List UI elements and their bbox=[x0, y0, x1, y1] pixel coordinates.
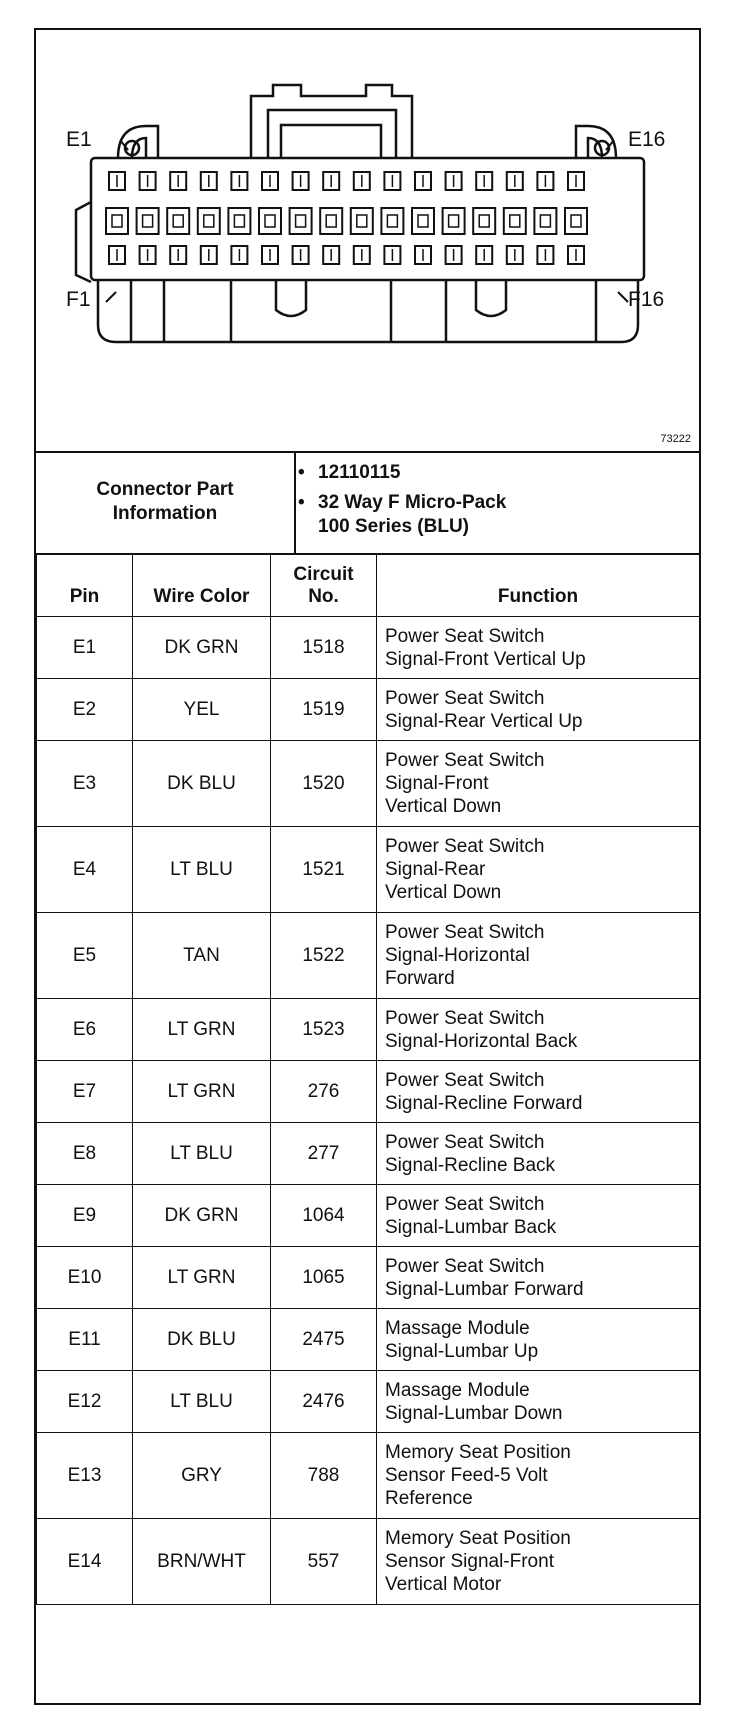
wire-color-cell: DK BLU bbox=[133, 741, 271, 827]
function-line: Power Seat Switch bbox=[385, 687, 545, 709]
table-row bbox=[37, 679, 700, 741]
function-line: Forward bbox=[385, 968, 455, 989]
pin-terminal bbox=[234, 215, 244, 227]
pin-terminal bbox=[296, 215, 306, 227]
pin-cavity bbox=[351, 208, 373, 234]
function-line: Memory Seat Position bbox=[385, 1528, 571, 1549]
pin-terminal bbox=[112, 215, 122, 227]
function-line: Signal-Horizontal bbox=[385, 945, 530, 966]
circuit-cell: 2475 bbox=[271, 1309, 377, 1371]
connector-info-values bbox=[298, 461, 506, 539]
connector-series: 100 Series (BLU) bbox=[318, 516, 470, 537]
wire-color-cell: BRN/WHT bbox=[133, 1519, 271, 1605]
pin-cell: E2 bbox=[37, 679, 133, 741]
pin-cavity bbox=[290, 208, 312, 234]
function-cell bbox=[377, 1519, 700, 1605]
function-line: Signal-Lumbar Forward bbox=[385, 1278, 584, 1300]
wire-color-cell: YEL bbox=[133, 679, 271, 741]
pin-cavities bbox=[106, 172, 587, 264]
pin-cavity bbox=[106, 208, 128, 234]
function-cell bbox=[377, 1309, 700, 1371]
connector-part-info bbox=[36, 451, 699, 555]
table-row bbox=[37, 1123, 700, 1185]
pin-cell: E8 bbox=[37, 1123, 133, 1185]
pin-cavity bbox=[320, 208, 342, 234]
info-bullet bbox=[298, 491, 506, 515]
table-row bbox=[37, 1433, 700, 1519]
function-line: Power Seat Switch bbox=[385, 750, 545, 771]
function-line: Signal-Rear bbox=[385, 859, 486, 880]
pin-terminal bbox=[571, 215, 581, 227]
circuit-cell: 1519 bbox=[271, 679, 377, 741]
pin-terminal bbox=[418, 215, 428, 227]
function-cell bbox=[377, 1247, 700, 1309]
function-line: Vertical Motor bbox=[385, 1574, 502, 1595]
part-number: 12110115 bbox=[318, 462, 401, 483]
table-row bbox=[37, 1371, 700, 1433]
function-line: Signal-Recline Forward bbox=[385, 1092, 583, 1114]
pin-cell: E1 bbox=[37, 617, 133, 679]
wire-color-cell: LT GRN bbox=[133, 1247, 271, 1309]
pin-cavity bbox=[412, 208, 434, 234]
pin-cavity bbox=[473, 208, 495, 234]
function-line: Power Seat Switch bbox=[385, 922, 545, 943]
pin-label-f16: F16 bbox=[628, 288, 665, 311]
pin-terminal bbox=[326, 215, 336, 227]
circuit-cell: 277 bbox=[271, 1123, 377, 1185]
pin-cell: E3 bbox=[37, 741, 133, 827]
pin-cavity bbox=[167, 208, 189, 234]
pin-terminal bbox=[540, 215, 550, 227]
pin-cell: E14 bbox=[37, 1519, 133, 1605]
pin-cell: E12 bbox=[37, 1371, 133, 1433]
circuit-cell: 1521 bbox=[271, 827, 377, 913]
function-line: Power Seat Switch bbox=[385, 1069, 545, 1091]
table-row bbox=[37, 1519, 700, 1605]
function-line: Signal-Lumbar Back bbox=[385, 1216, 557, 1238]
info-bullet bbox=[298, 461, 506, 485]
function-cell bbox=[377, 827, 700, 913]
pin-cell: E13 bbox=[37, 1433, 133, 1519]
table-row bbox=[37, 913, 700, 999]
function-line: Signal-Rear Vertical Up bbox=[385, 710, 583, 732]
function-line: Power Seat Switch bbox=[385, 1255, 545, 1277]
header-function: Function bbox=[377, 554, 700, 617]
circuit-cell: 1522 bbox=[271, 913, 377, 999]
wire-color-cell: LT GRN bbox=[133, 999, 271, 1061]
pin-cell: E5 bbox=[37, 913, 133, 999]
pin-cell: E11 bbox=[37, 1309, 133, 1371]
pin-terminal bbox=[143, 215, 153, 227]
function-cell bbox=[377, 1185, 700, 1247]
function-line: Vertical Down bbox=[385, 882, 502, 903]
pin-terminal bbox=[510, 215, 520, 227]
function-line: Sensor Feed-5 Volt bbox=[385, 1465, 548, 1486]
wire-color-cell: LT BLU bbox=[133, 1123, 271, 1185]
header-pin: Pin bbox=[37, 554, 133, 617]
circuit-cell: 2476 bbox=[271, 1371, 377, 1433]
connector-sheet bbox=[34, 28, 701, 1705]
function-line: Memory Seat Position bbox=[385, 1442, 571, 1463]
table-row bbox=[37, 1309, 700, 1371]
pin-cavity bbox=[504, 208, 526, 234]
function-cell bbox=[377, 741, 700, 827]
header-circuit-no bbox=[271, 554, 377, 617]
table-row bbox=[37, 827, 700, 913]
circuit-cell: 1523 bbox=[271, 999, 377, 1061]
pin-cavity bbox=[259, 208, 281, 234]
function-line: Signal-Front bbox=[385, 773, 489, 794]
pin-cavity bbox=[565, 208, 587, 234]
function-line: Signal-Horizontal Back bbox=[385, 1030, 578, 1052]
function-cell bbox=[377, 1061, 700, 1123]
function-line: Signal-Lumbar Up bbox=[385, 1340, 539, 1362]
pin-cell: E6 bbox=[37, 999, 133, 1061]
header-circuit-line2: No. bbox=[308, 586, 339, 607]
pin-cell: E7 bbox=[37, 1061, 133, 1123]
pin-terminal bbox=[387, 215, 397, 227]
function-line: Sensor Signal-Front bbox=[385, 1551, 554, 1572]
function-line: Power Seat Switch bbox=[385, 625, 545, 647]
pin-terminal bbox=[357, 215, 367, 227]
connector-info-label-line2: Information bbox=[112, 503, 218, 524]
function-line: Massage Module bbox=[385, 1379, 530, 1401]
circuit-cell: 1065 bbox=[271, 1247, 377, 1309]
wire-color-cell: DK BLU bbox=[133, 1309, 271, 1371]
function-cell bbox=[377, 1433, 700, 1519]
function-line: Power Seat Switch bbox=[385, 1131, 545, 1153]
pin-cell: E9 bbox=[37, 1185, 133, 1247]
function-cell bbox=[377, 999, 700, 1061]
pin-label-e16: E16 bbox=[628, 128, 666, 151]
table-row bbox=[37, 1185, 700, 1247]
wire-color-cell: TAN bbox=[133, 913, 271, 999]
pin-cavity bbox=[534, 208, 556, 234]
function-line: Signal-Recline Back bbox=[385, 1154, 556, 1176]
table-row bbox=[37, 741, 700, 827]
table-row bbox=[37, 1061, 700, 1123]
connector-diagram bbox=[36, 30, 699, 453]
connector-info-label-line1: Connector Part bbox=[96, 479, 234, 500]
connector-face-drawing bbox=[36, 30, 699, 451]
function-line: Power Seat Switch bbox=[385, 836, 545, 857]
function-line: Reference bbox=[385, 1488, 473, 1509]
function-cell bbox=[377, 1371, 700, 1433]
pin-cavity bbox=[228, 208, 250, 234]
pin-cell: E10 bbox=[37, 1247, 133, 1309]
wire-color-cell: LT GRN bbox=[133, 1061, 271, 1123]
connector-type: 32 Way F Micro-Pack bbox=[318, 492, 507, 513]
circuit-cell: 1064 bbox=[271, 1185, 377, 1247]
pin-cavity bbox=[198, 208, 220, 234]
circuit-cell: 557 bbox=[271, 1519, 377, 1605]
pin-label-f1: F1 bbox=[66, 288, 91, 311]
wire-color-cell: LT BLU bbox=[133, 827, 271, 913]
figure-number: 73222 bbox=[660, 433, 691, 445]
wire-color-cell: LT BLU bbox=[133, 1371, 271, 1433]
circuit-cell: 1520 bbox=[271, 741, 377, 827]
function-line: Power Seat Switch bbox=[385, 1193, 545, 1215]
function-cell bbox=[377, 913, 700, 999]
connector-info-label bbox=[36, 451, 296, 553]
pin-terminal bbox=[449, 215, 459, 227]
pin-terminal bbox=[265, 215, 275, 227]
function-line: Massage Module bbox=[385, 1317, 530, 1339]
bullet-dot-icon: • bbox=[298, 492, 305, 513]
pin-cavity bbox=[443, 208, 465, 234]
header-circuit-line1: Circuit bbox=[293, 564, 354, 585]
pin-terminal bbox=[173, 215, 183, 227]
function-cell bbox=[377, 1123, 700, 1185]
function-line: Signal-Front Vertical Up bbox=[385, 648, 586, 670]
wire-color-cell: DK GRN bbox=[133, 617, 271, 679]
pin-terminal bbox=[479, 215, 489, 227]
pin-cavity bbox=[137, 208, 159, 234]
wire-color-cell: GRY bbox=[133, 1433, 271, 1519]
circuit-cell: 1518 bbox=[271, 617, 377, 679]
pin-cavity bbox=[381, 208, 403, 234]
circuit-cell: 276 bbox=[271, 1061, 377, 1123]
bullet-dot-icon: • bbox=[298, 462, 305, 483]
header-wire-color: Wire Color bbox=[133, 554, 271, 617]
function-cell bbox=[377, 679, 700, 741]
function-line: Signal-Lumbar Down bbox=[385, 1402, 563, 1424]
table-row bbox=[37, 999, 700, 1061]
function-line: Power Seat Switch bbox=[385, 1007, 545, 1029]
pinout-table bbox=[36, 553, 700, 1605]
circuit-cell: 788 bbox=[271, 1433, 377, 1519]
table-row bbox=[37, 1247, 700, 1309]
function-line: Vertical Down bbox=[385, 796, 502, 817]
table-header-row bbox=[37, 554, 700, 617]
wire-color-cell: DK GRN bbox=[133, 1185, 271, 1247]
pin-terminal bbox=[204, 215, 214, 227]
function-cell bbox=[377, 617, 700, 679]
pin-cell: E4 bbox=[37, 827, 133, 913]
pin-label-e1: E1 bbox=[66, 128, 92, 151]
table-row bbox=[37, 617, 700, 679]
